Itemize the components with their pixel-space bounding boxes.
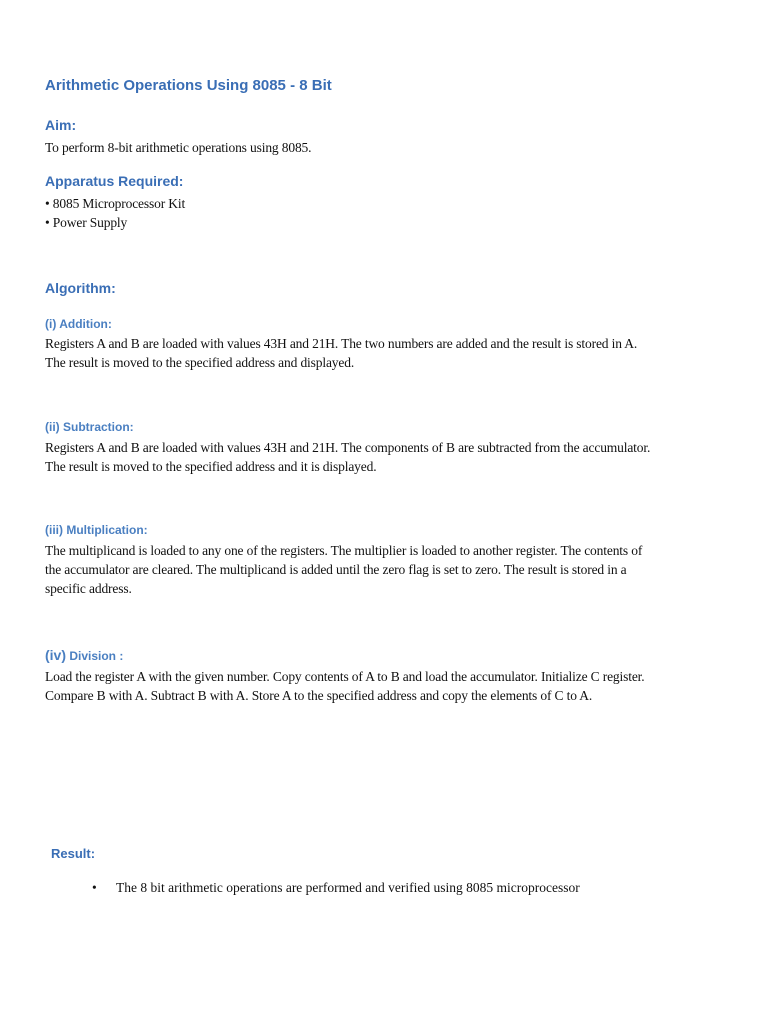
apparatus-heading: Apparatus Required:: [45, 173, 184, 189]
multiplication-heading: (iii) Multiplication:: [45, 523, 148, 537]
multiplication-line: the accumulator are cleared. The multiplicand is added until the zero flag is set to zero. The result is stored in a: [45, 562, 627, 577]
addition-line: The result is moved to the specified address and displayed.: [45, 355, 355, 370]
aim-heading: Aim:: [45, 117, 77, 133]
division-heading: [45, 647, 123, 663]
result-heading: Result:: [51, 846, 96, 861]
aim-text: [45, 138, 735, 157]
multiplication-line: The multiplicand is loaded to any one of the registers. The multiplier is loaded to another register. The contents of: [45, 543, 643, 558]
subtraction-text: [45, 438, 735, 476]
apparatus-item: • Power Supply: [45, 215, 128, 230]
division-heading-prefix: (iv): [45, 647, 66, 663]
division-heading-label: Division :: [66, 649, 124, 663]
multiplication-text: [45, 541, 735, 598]
division-line: Compare B with A. Subtract B with A. Store A to the specified address and copy the elements of C to A.: [45, 688, 593, 703]
addition-text: [45, 334, 735, 372]
result-text: The 8 bit arithmetic operations are performed and verified using 8085 microprocessor: [116, 880, 580, 895]
aim-line: To perform 8-bit arithmetic operations using 8085.: [45, 140, 312, 155]
division-text: [45, 667, 735, 705]
division-line: Load the register A with the given number. Copy contents of A to B and load the accumulator. Initialize C register.: [45, 669, 645, 684]
addition-line: Registers A and B are loaded with values 43H and 21H. The two numbers are added and the result is stored in A.: [45, 336, 638, 351]
multiplication-line: specific address.: [45, 581, 132, 596]
addition-heading: (i) Addition:: [45, 317, 112, 331]
algorithm-heading: Algorithm:: [45, 280, 116, 296]
subtraction-line: Registers A and B are loaded with values 43H and 21H. The components of B are subtracted from the accumulator.: [45, 440, 651, 455]
subtraction-line: The result is moved to the specified address and it is displayed.: [45, 459, 377, 474]
apparatus-item: • 8085 Microprocessor Kit: [45, 196, 186, 211]
subtraction-heading: (ii) Subtraction:: [45, 420, 134, 434]
bullet-icon: •: [92, 880, 97, 895]
result-list: [92, 878, 580, 897]
apparatus-list: [45, 194, 735, 232]
page-title: Arithmetic Operations Using 8085 - 8 Bit: [45, 77, 332, 94]
